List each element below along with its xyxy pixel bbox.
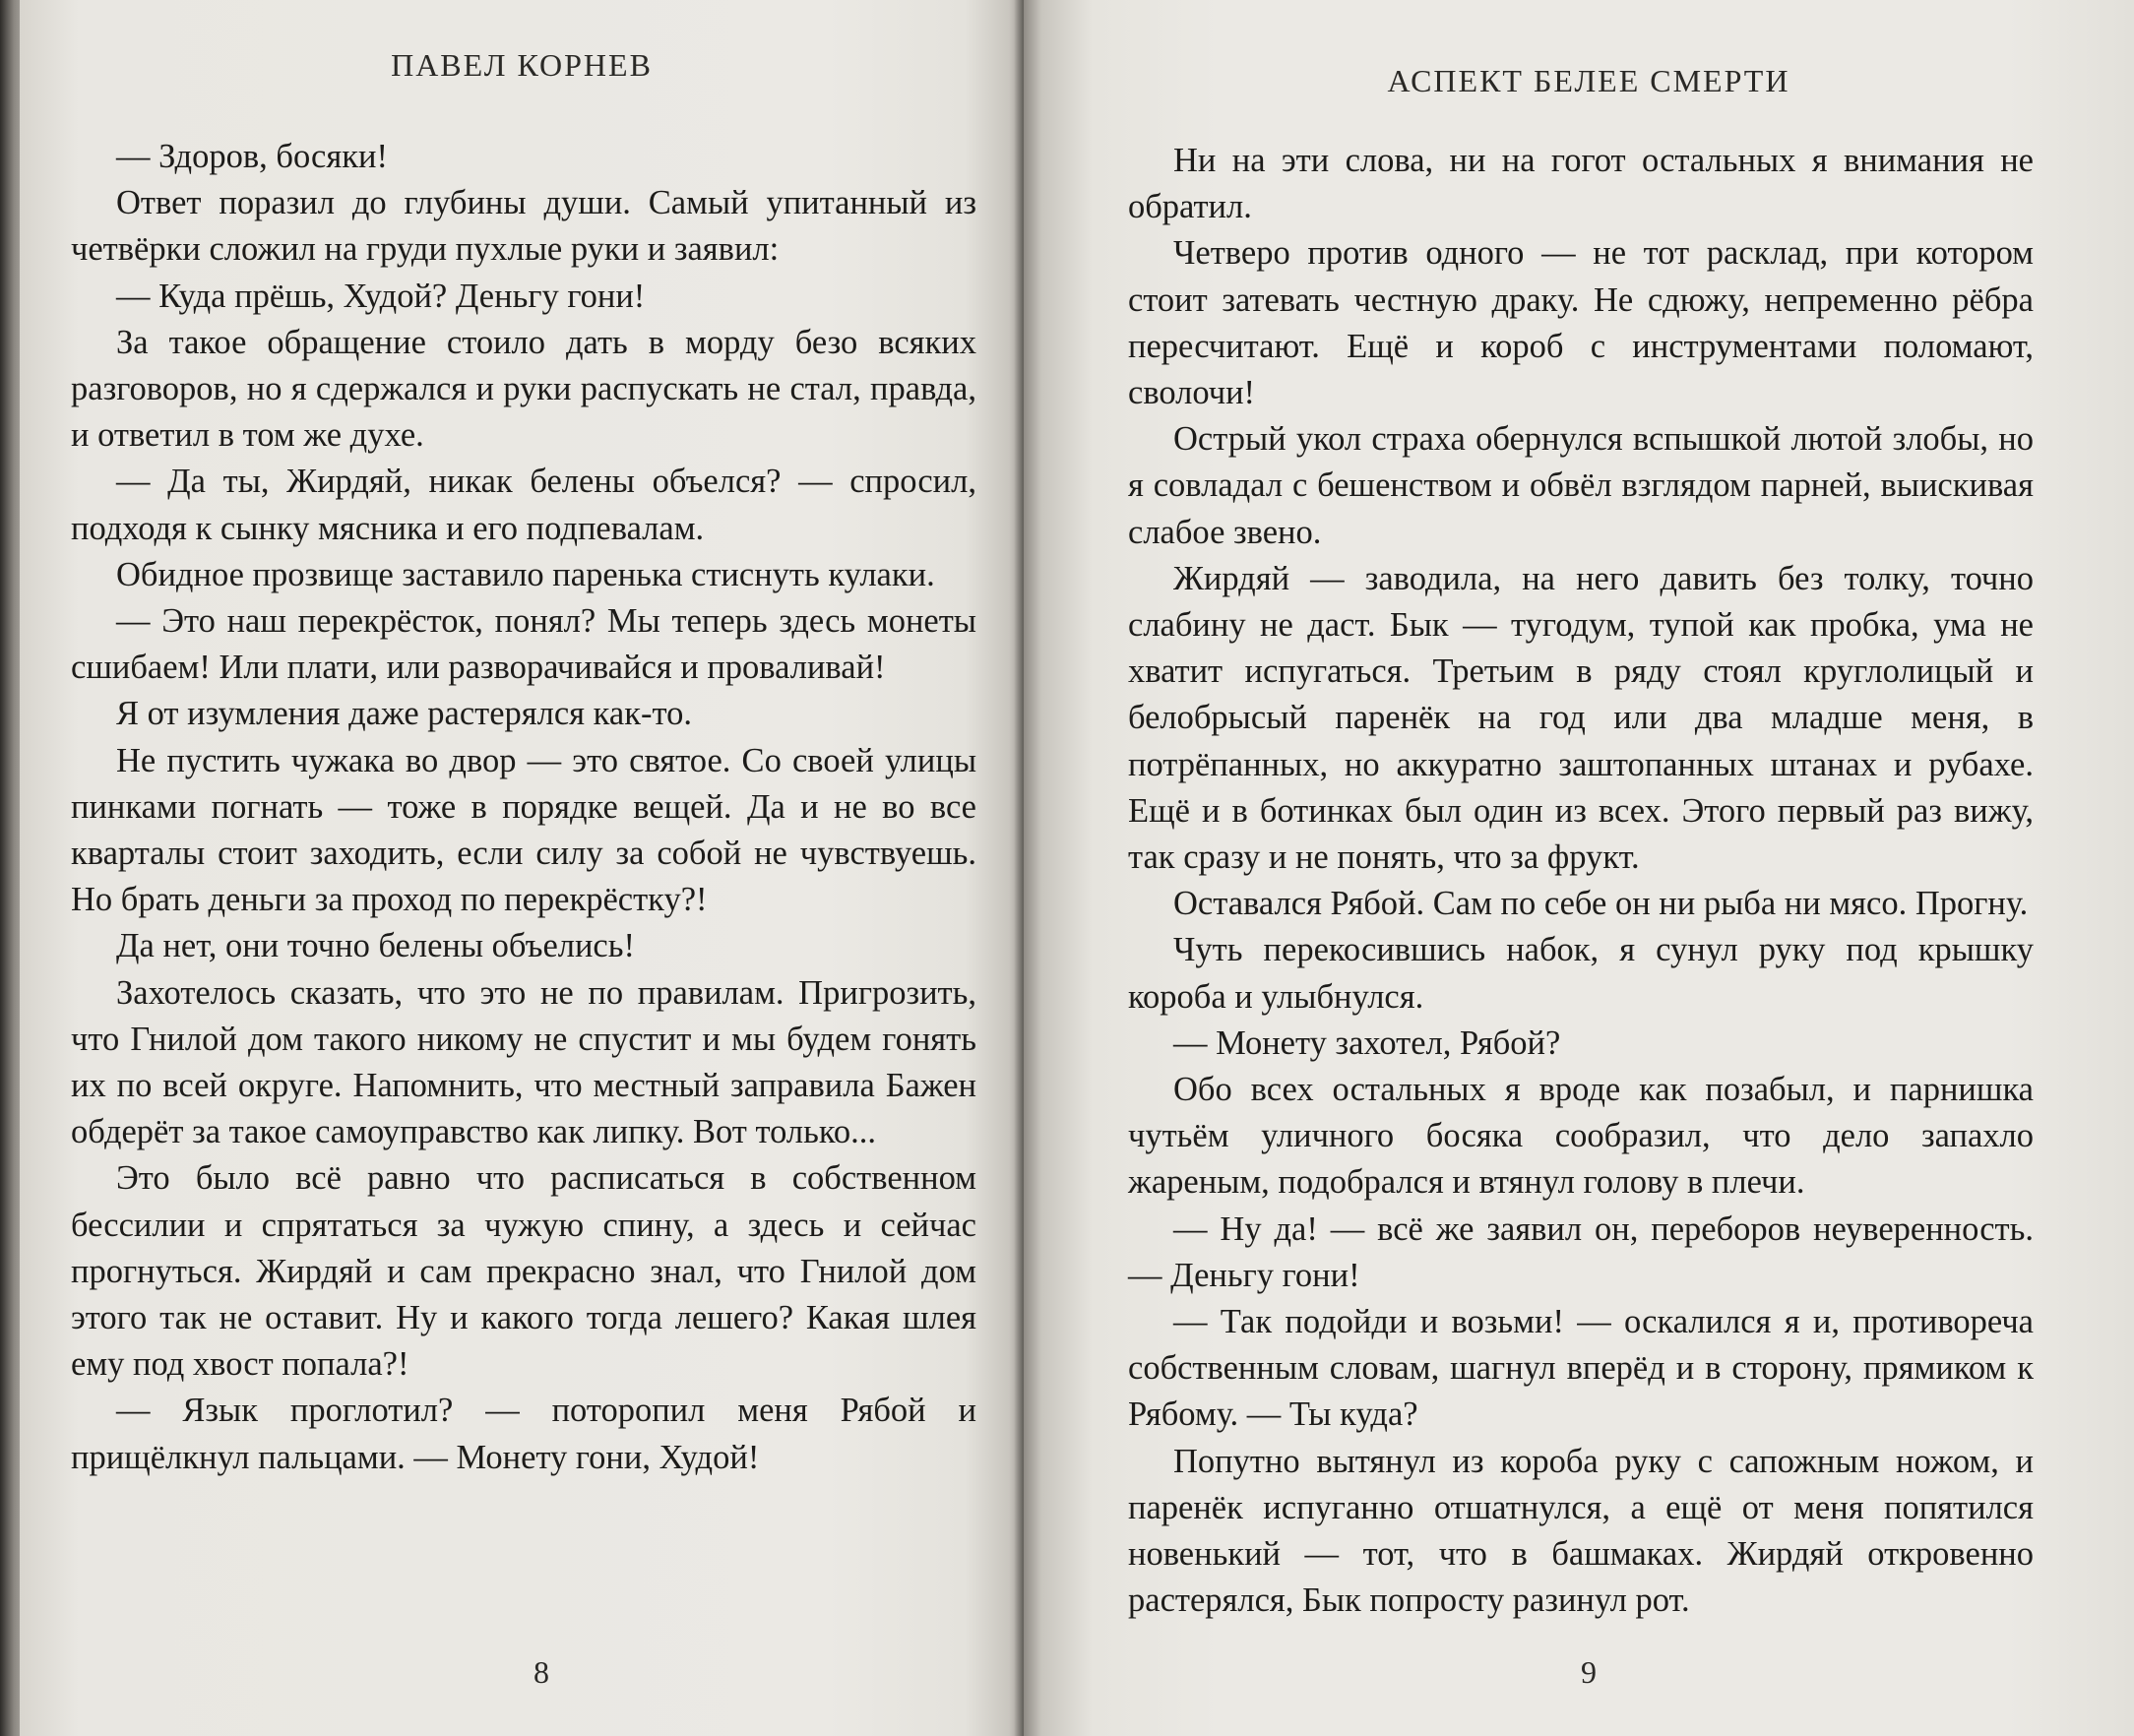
paragraph: Острый укол страха обернулся вспышкой лютой злобы, но я совладал с бешенством и обвёл взглядом парней, выискивая слабое звено. xyxy=(1128,420,2034,551)
paragraph: — Это наш перекрёсток, понял? Мы теперь здесь монеты сшибаем! Или плати, или разворачивайся и проваливай! xyxy=(71,602,976,687)
page-number-left: 8 xyxy=(534,1654,549,1690)
paragraph: Да нет, они точно белены объелись! xyxy=(116,927,635,965)
paragraph: Это было всё равно что расписаться в собственном бессилии и спрятаться за чужую спину, а здесь и сейчас прогнуться. Жирдяй и сам прекрасно знал, что Гнилой дом этого так не оставит. Ну и какого тогда лешего? Какая шлея ему под хвост попала?! xyxy=(71,1159,976,1384)
paragraph: Не пустить чужака во двор — это святое. Со своей улицы пинками погнать — тоже в порядке вещей. Да и не во все кварталы стоит заходить, если силу за собой не чувствуешь. Но брать деньги за проход по перекрёстку?! xyxy=(71,741,976,919)
paragraph: Четверо против одного — не тот расклад, при котором стоит затевать честную драку. Не сдюжу, непременно рёбра пересчитают. Ещё и короб с инструментами поломают, сволочи! xyxy=(1128,234,2034,412)
running-header-author: ПАВЕЛ КОРНЕВ xyxy=(391,47,653,83)
paragraph: Ответ поразил до глубины души. Самый упитанный из четвёрки сложил на груди пухлые руки и заявил: xyxy=(71,184,976,269)
paragraph: — Куда прёшь, Худой? Деньгу гони! xyxy=(116,277,646,315)
paragraph: — Так подойди и возьми! — оскалился я и, противореча собственным словам, шагнул вперёд и в сторону, прямиком к Рябому. — Ты куда? xyxy=(1128,1303,2034,1434)
paragraph: — Монету захотел, Рябой? xyxy=(1173,1023,1561,1062)
paragraph: — Здоров, босяки! xyxy=(116,138,388,175)
right-page xyxy=(1024,0,2134,1736)
paragraph: Оставался Рябой. Сам по себе он ни рыба ни мясо. Прогну. xyxy=(1173,885,2029,923)
right-page-text xyxy=(1128,138,2034,1625)
paragraph: Захотелось сказать, что это не по правилам. Пригрозить, что Гнилой дом такого никому не спустит и мы будем гонять их по всей округе. Напомнить, что местный заправила Бажен обдерёт за такое самоуправство как липку. Вот только... xyxy=(71,973,976,1151)
paragraph: Ни на эти слова, ни на гогот остальных я внимания не обратил. xyxy=(1128,142,2034,226)
paragraph: — Да ты, Жирдяй, никак белены объелся? — спросил, подходя к сынку мясника и его подпевалам. xyxy=(71,463,976,547)
paragraph: Попутно вытянул из короба руку с сапожным ножом, и паренёк испуганно отшатнулся, а ещё от меня попятился новенький — тот, что в башмаках. Жирдяй откровенно растерялся, Бык попросту разинул рот. xyxy=(1128,1442,2034,1620)
paragraph: Я от изумления даже растерялся как-то. xyxy=(116,695,692,733)
running-header-title: АСПЕКТ БЕЛЕЕ СМЕРТИ xyxy=(1387,63,1790,98)
page-number-right: 9 xyxy=(1581,1654,1597,1690)
paragraph: — Язык проглотил? — поторопил меня Рябой и прищёлкнул пальцами. — Монету гони, Худой! xyxy=(71,1392,976,1476)
left-page xyxy=(20,0,1024,1736)
paragraph: — Ну да! — всё же заявил он, переборов неуверенность. — Деньгу гони! xyxy=(1128,1209,2034,1294)
left-page-text xyxy=(71,134,976,1481)
paragraph: Чуть перекосившись набок, я сунул руку под крышку короба и улыбнулся. xyxy=(1128,931,2034,1016)
paragraph: Обидное прозвище заставило паренька стиснуть кулаки. xyxy=(116,555,935,593)
paragraph: Обо всех остальных я вроде как позабыл, и парнишка чутьём уличного босяка сообразил, что дело запахло жареным, подобрался и втянул голову в плечи. xyxy=(1128,1071,2034,1202)
paragraph: За такое обращение стоило дать в морду безо всяких разговоров, но я сдержался и руки распускать не стал, правда, и ответил в том же духе. xyxy=(71,323,976,455)
paragraph: Жирдяй — заводила, на него давить без толку, точно слабину не даст. Бык — тугодум, тупой как пробка, ума не хватит испугаться. Третьим в ряду стоял круглолицый и белобрысый паренёк на год или два младше меня, в потрёпанных, но аккуратно заштопанных штанах и рубахе. Ещё и в ботинках был один из всех. Этого первый раз вижу, так сразу и не понять, что за фрукт. xyxy=(1128,559,2034,877)
